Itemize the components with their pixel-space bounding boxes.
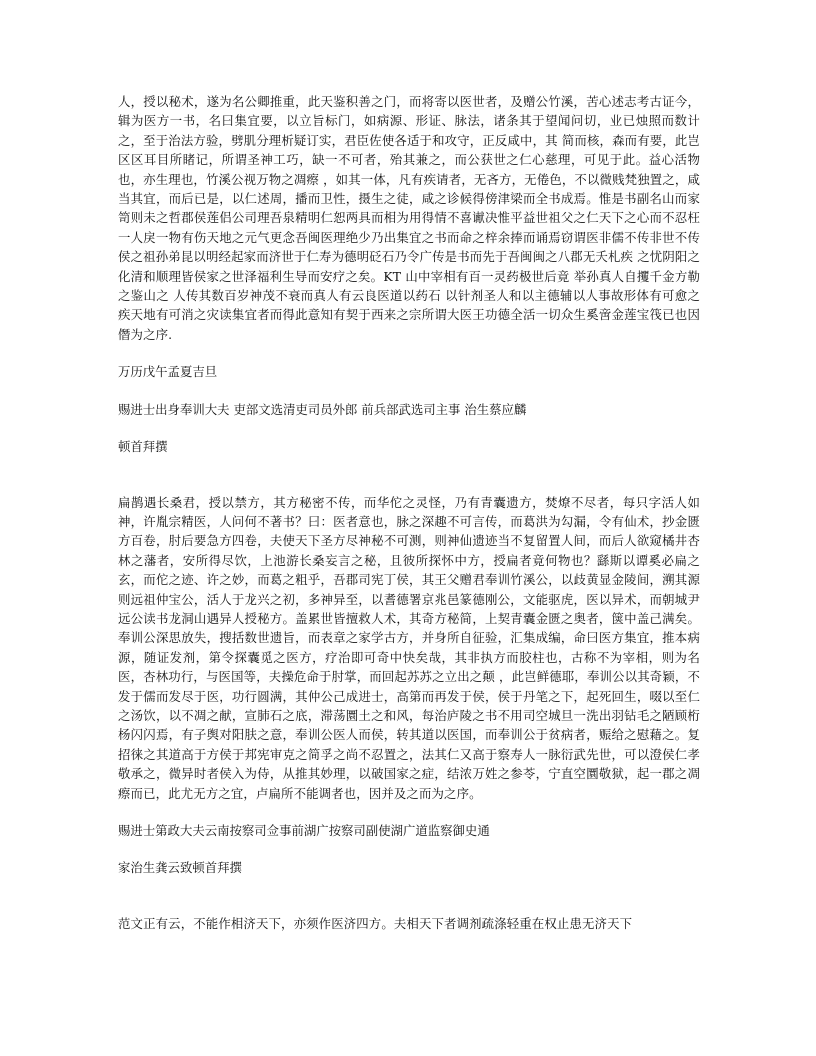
spacer [118, 344, 700, 362]
document-page [118, 92, 700, 933]
preface-1-author-title: 赐进士出身奉训大夫 吏部文选清吏司员外郎 前兵部武选司主事 治生蔡应麟 [118, 401, 527, 417]
preface-1-body: 人，授以秘术，遂为名公卿推重，此天鉴积善之门，而将寄以医世者，及赠公竹溪，苦心述志考古证今，辑为医方一书，名曰集宜要，以立旨标门，如病源、形证、脉法，诸条其于望闻问切，业已烛照而数计之，至于治法方验，劈肌分理析疑订实，君臣佐使各适于和攻守，正反咸中，其 简而核，森而有要，此岂区区耳目所睹记，所谓圣神工巧，缺一不可者，殆其兼之，而公获世之仁心慈理，可见于此。益心活物也，亦生理也，竹溪公视万物之凋瘵 ，如其一体，凡有疾请者，无吝方，无倦色，不以微贱梵独置之，咸当其宜，而后已是，以仁述周，播而卫性，摄生之徒，咸之诊候得傍津梁而全书成焉。惟是书副名山而家笥则未之哲郡侯莲侣公司理吾泉精明仁恕两具而相为用得情不喜谳决惟平益世祖父之仁天下之心而不忍枉一人戾一物有伤天地之元气更念吾闽医理绝少乃出集宜之书而命之梓余捧而诵焉窃谓医非儒不传非世不传侯之祖孙弟昆以明经起家而济世于仁寿为德明砭石乃令广传是书而先于吾闽闽之八郡无夭札疾 之忧阴阳之化清和顺理皆侯家之世泽福利生导而安疗之矣。KT 山中宰相有百一灵药极世后竟 举孙真人自攫千金方勒之鉴山之 人传其数百岁神茂不衰而真人有云良医道以药石 以针剂圣人和以主德辅以人事故形体有可愈之疾天地有可消之灾读集宜者而得此意知有契于西来之宗所谓大医王功德全活一切众生奚啻金莲宝筏已也因僭为之序. [118, 94, 700, 342]
spacer [118, 840, 700, 858]
preface-2-author-title: 赐进士第政大夫云南按察司佥事前湖广按察司副使湖广道监察御史通 [118, 823, 490, 838]
preface-1-date: 万历戊午孟夏吉旦 [118, 364, 218, 380]
spacer [118, 803, 700, 821]
preface-2-signoff: 家治生龚云致顿首拜撰 [118, 860, 242, 876]
spacer [118, 419, 700, 437]
spacer [118, 457, 700, 493]
preface-3-opening: 范文正有云，不能作相济天下，亦须作医济四方。夫相天下者调剂疏涤轻重在权止患无济天下 [118, 915, 633, 931]
preface-1-signoff: 顿首拜撰 [118, 439, 168, 455]
preface-2-body: 扁鹊遇长桑君，授以禁方，其方秘密不传，而华佗之灵怪，乃有青囊遗方，焚燎不尽者，每只字活人如神，许胤宗精医，人问何不著书？曰：医者意也，脉之深趣不可言传，而葛洪为勾漏，令有仙术，抄金匮方百卷，肘后要急方四卷，夫使天下圣方尽神秘不可测，则神仙遗迹当不复留置人间，而后人欲窥橘井杏林之藩者，安所得尽饮，上池游长桑妄言之秘，且彼所探怀中方，授扁者竟何物也？繇斯以谭奚必扁之玄，而佗之迹、许之妙，而葛之粗乎，吾郡司宪丁侯，其王父赠君奉训竹溪公，以歧黄显金陵间，溯其源则远祖仲宝公，活人于龙兴之初，多神异至，以耆德署京兆邑篆德刚公，文能驱虎，医以异术，而朝城尹远公读书龙洞山遇异人授秘方。盖累世皆擅救人术，其奇方秘简，上契青囊金匮之奥者，箧中盖己满矣。奉训公深思放失，搜括数世遗旨，而表章之家学古方，并身所自征验，汇集成编，命曰医方集宜，推本病源，随证发剂，第令探囊觅之医方，疗治即可奇中快矣哉，其非执方而胶柱也，古称不为宰相，则为名医，杏林功行，与医国等，夫操危命于肘掌，而回起苏苏之立出之颠 ，此岂鲜德耶，奉训公以其奇颖，不发于儒而发尽于医，功行圆满，其仲公己成进士，高第而再发于侯，侯于丹笔之下，起死回生，啜以至仁之汤饮，以不凋之献，宣肺石之底，滞荡圜土之和风，每治庐陵之书不用司空城旦一洗出羽钻毛之陋顾桁杨闪闪焉，有子舆对阳肤之意，奉训公医人而侯，转其道以医国，而奉训公于贫病者，赈给之慰藉之。复招徕之其道高于方侯于邦宪审克之简孚之尚不忍置之，法其仁又高于察寿人一脉衍武先世，可以澄侯仁孝敬承之，微异时者侯入为侍，从推其妙理，以破国家之症，结浓万姓之参苓，宁直空圜敬狱，起一郡之凋瘵而已，此尤无方之宜，卢扁所不能调者也，因并及之而为之序。 [118, 494, 700, 801]
spacer [118, 878, 700, 914]
spacer [118, 382, 700, 400]
